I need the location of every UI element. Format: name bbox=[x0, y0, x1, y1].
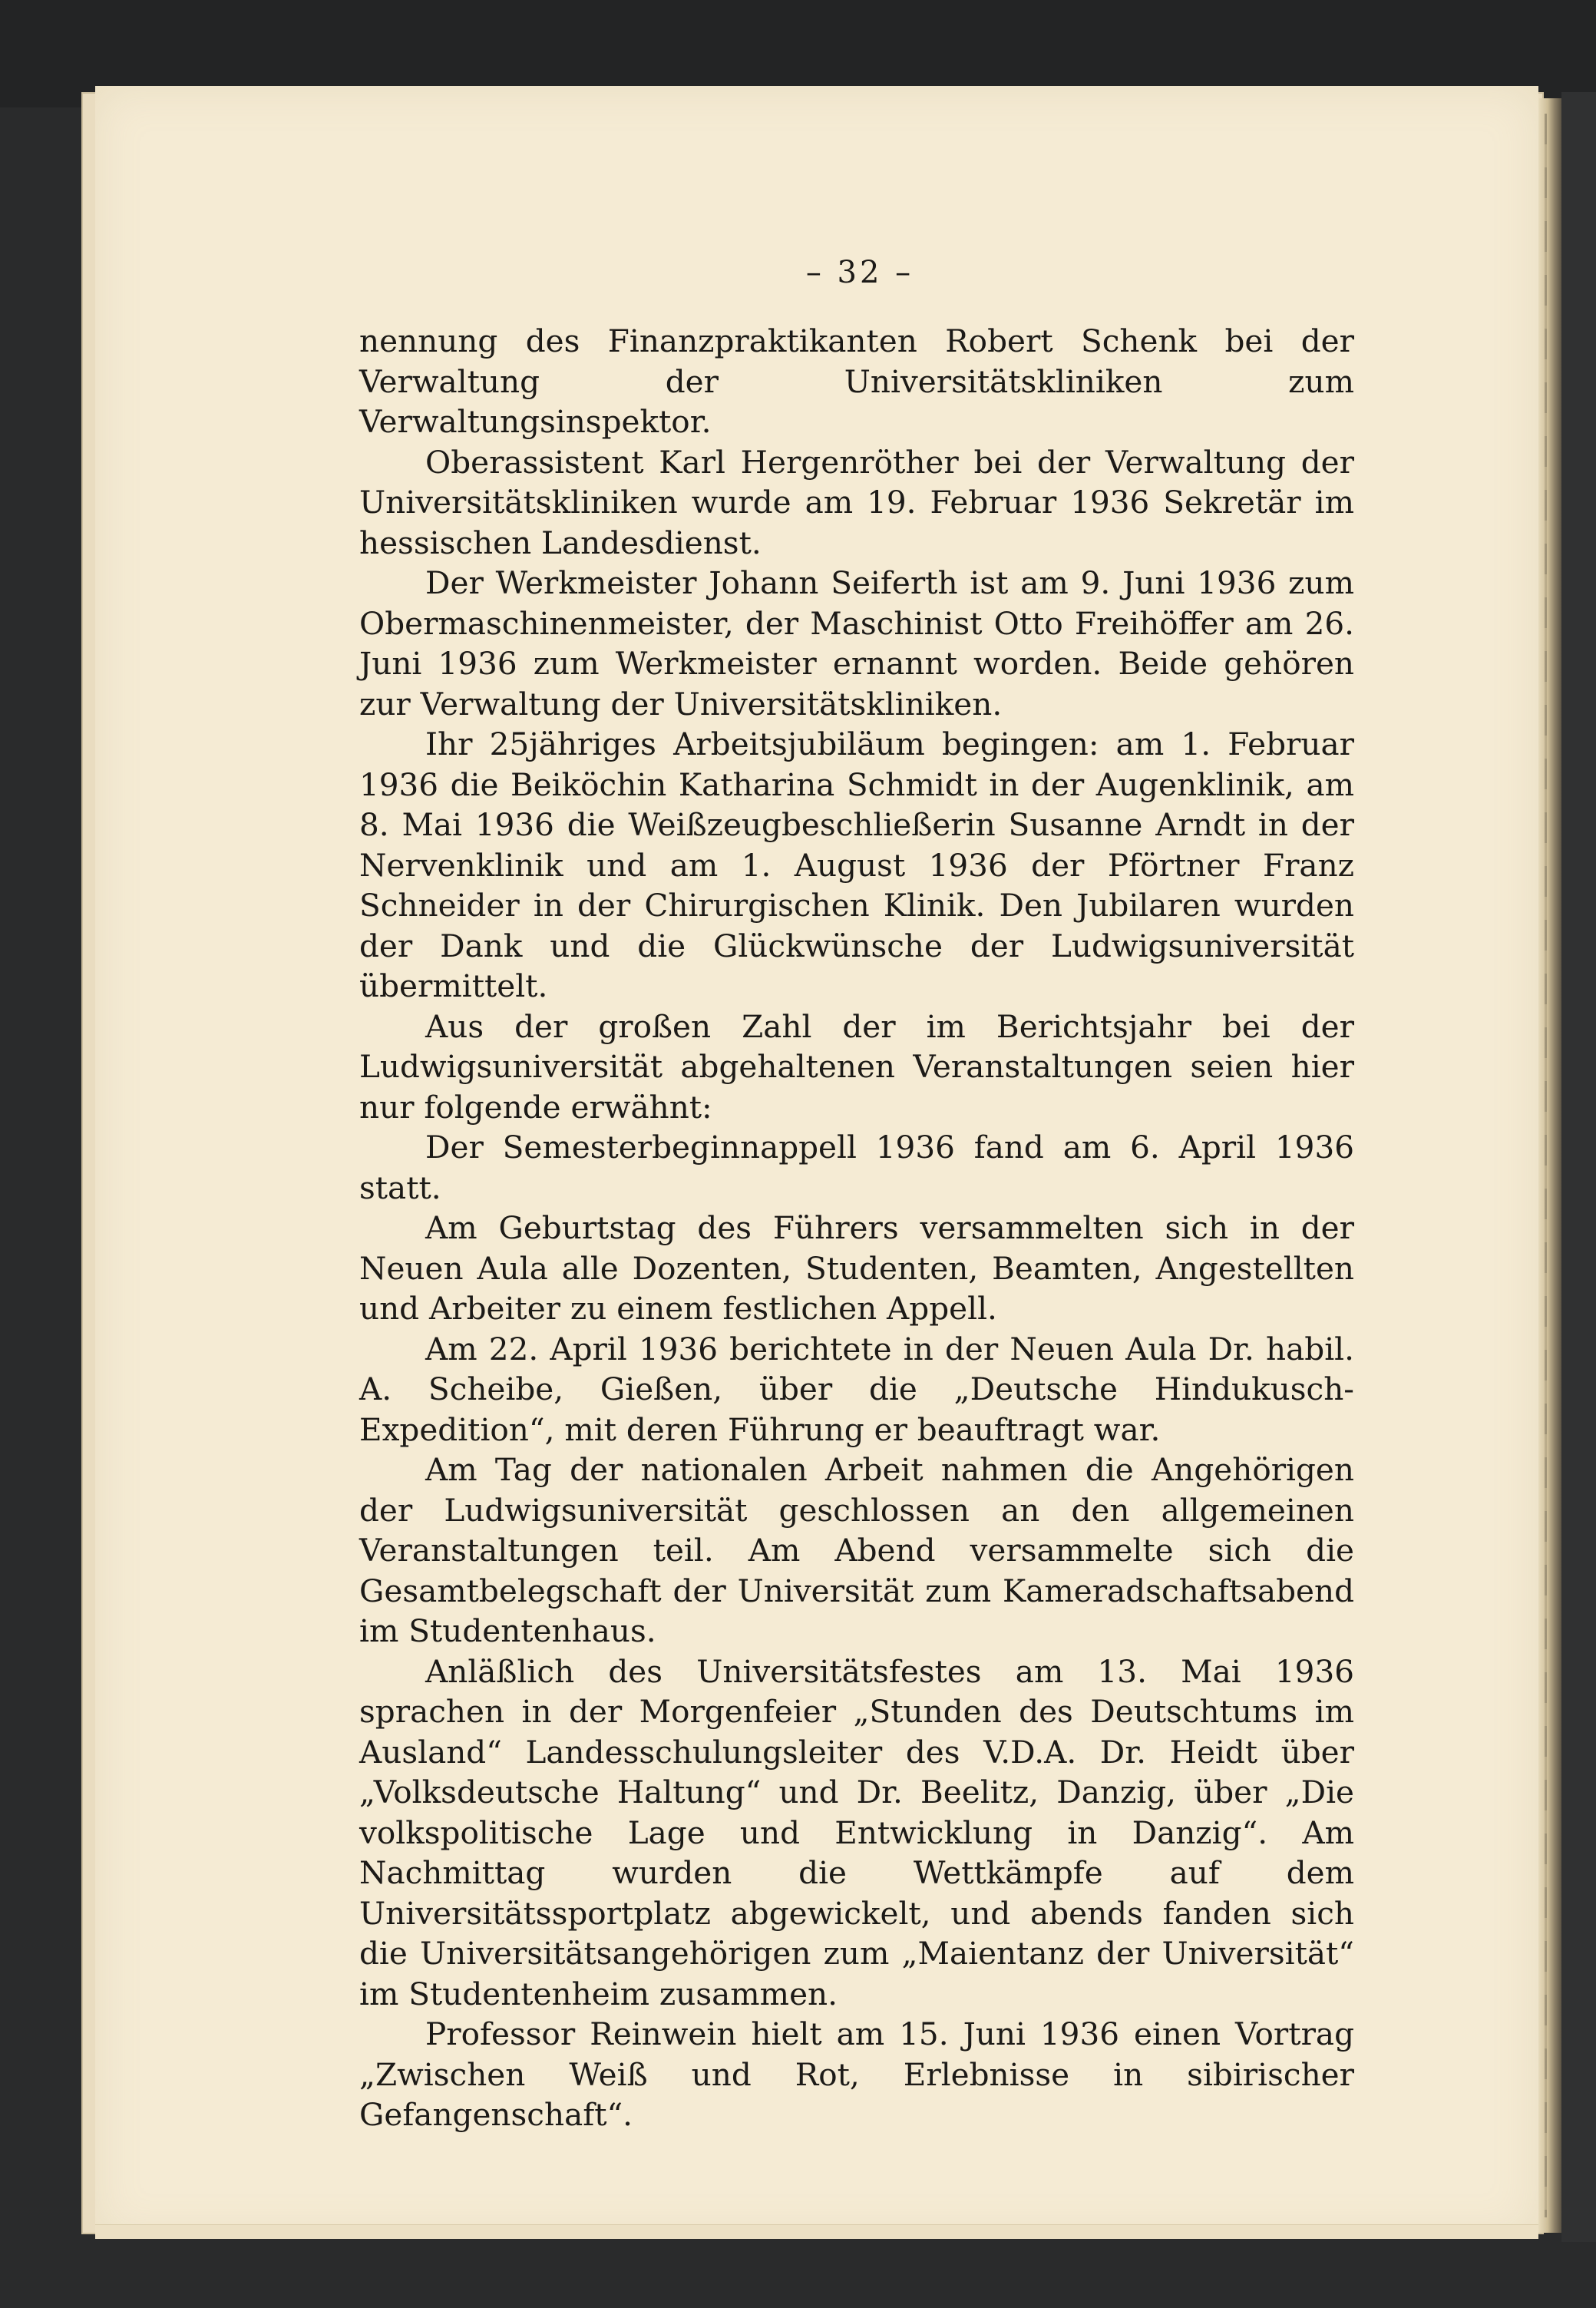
book-spine-gutter bbox=[1538, 98, 1561, 2233]
paragraph: Anläßlich des Universitätsfestes am 13. Mai 1936 sprachen in der Morgenfeier „Stunden des Deutschtums im Ausland“ Landesschulungsleiter des V.D.A. Dr. Heidt über „Volksdeutsche Haltung“ und Dr. Beelitz, Danzig, über „Die volkspolitische Lage und Entwicklung in Danzig“. Am Nachmittag wurden die Wettkämpfe auf dem Universitätssportplatz abgewickelt, und abends fanden sich die Universitätsangehörigen zum „Maientanz der Universität“ im Studentenheim zusammen. bbox=[359, 1652, 1354, 2012]
paragraph: nennung des Finanzpraktikanten Robert Schenk bei der Verwaltung der Universitätskliniken zum Verwaltungsinspektor. bbox=[359, 322, 1354, 440]
paragraph: Am Tag der nationalen Arbeit nahmen die Angehörigen der Ludwigsuniversität geschlossen an den allgemeinen Veranstaltungen teil. Am Abend versammelte sich die Gesamtbelegschaft der Universität zum Kameradschaftsabend im Studentenhaus. bbox=[359, 1451, 1354, 1649]
paragraph: Oberassistent Karl Hergenröther bei der Verwaltung der Universitätskliniken wurde am 19. Februar 1936 Sekretär im hessischen Landesdienst. bbox=[359, 443, 1354, 561]
scan-right-border bbox=[1561, 92, 1596, 2242]
paragraph: Professor Reinwein hielt am 15. Juni 1936 einen Vortrag „Zwischen Weiß und Rot, Erlebnisse in sibirischer Gefangenschaft“. bbox=[359, 2015, 1354, 2133]
paragraph: Ihr 25jähriges Arbeitsjubiläum begingen: am 1. Februar 1936 die Beiköchin Katharina Schmidt in der Augenklinik, am 8. Mai 1936 die Weißzeugbeschließerin Susanne Arndt in der Nervenklinik und am 1. August 1936 der Pförtner Franz Schneider in der Chirurgischen Klinik. Den Jubilaren wurden der Dank und die Glückwünsche der Ludwigsuniversität übermittelt. bbox=[359, 726, 1354, 1004]
paragraph: Der Werkmeister Johann Seiferth ist am 9. Juni 1936 zum Obermaschinenmeister, der Maschinist Otto Freihöffer am 26. Juni 1936 zum Werkmeister ernannt worden. Beide gehören zur Verwaltung der Universitätskliniken. bbox=[359, 564, 1354, 722]
page-number: – 32 – bbox=[805, 255, 914, 290]
paragraph: Am Geburtstag des Führers versammelten sich in der Neuen Aula alle Dozenten, Studenten, Beamten, Angestellten und Arbeiter zu einem festlichen Appell. bbox=[359, 1209, 1354, 1327]
body-text bbox=[359, 321, 1354, 2135]
paragraph: Der Semesterbeginnappell 1936 fand am 6. April 1936 statt. bbox=[359, 1129, 1354, 1206]
paragraph: Am 22. April 1936 berichtete in der Neuen Aula Dr. habil. A. Scheibe, Gießen, über die „Deutsche Hindukusch-Expedition“, mit deren Führung er beauftragt war. bbox=[359, 1330, 1354, 1448]
paragraph: Aus der großen Zahl der im Berichtsjahr bei der Ludwigsuniversität abgehaltenen Veranstaltungen seien hier nur folgende erwähnt: bbox=[359, 1007, 1354, 1126]
